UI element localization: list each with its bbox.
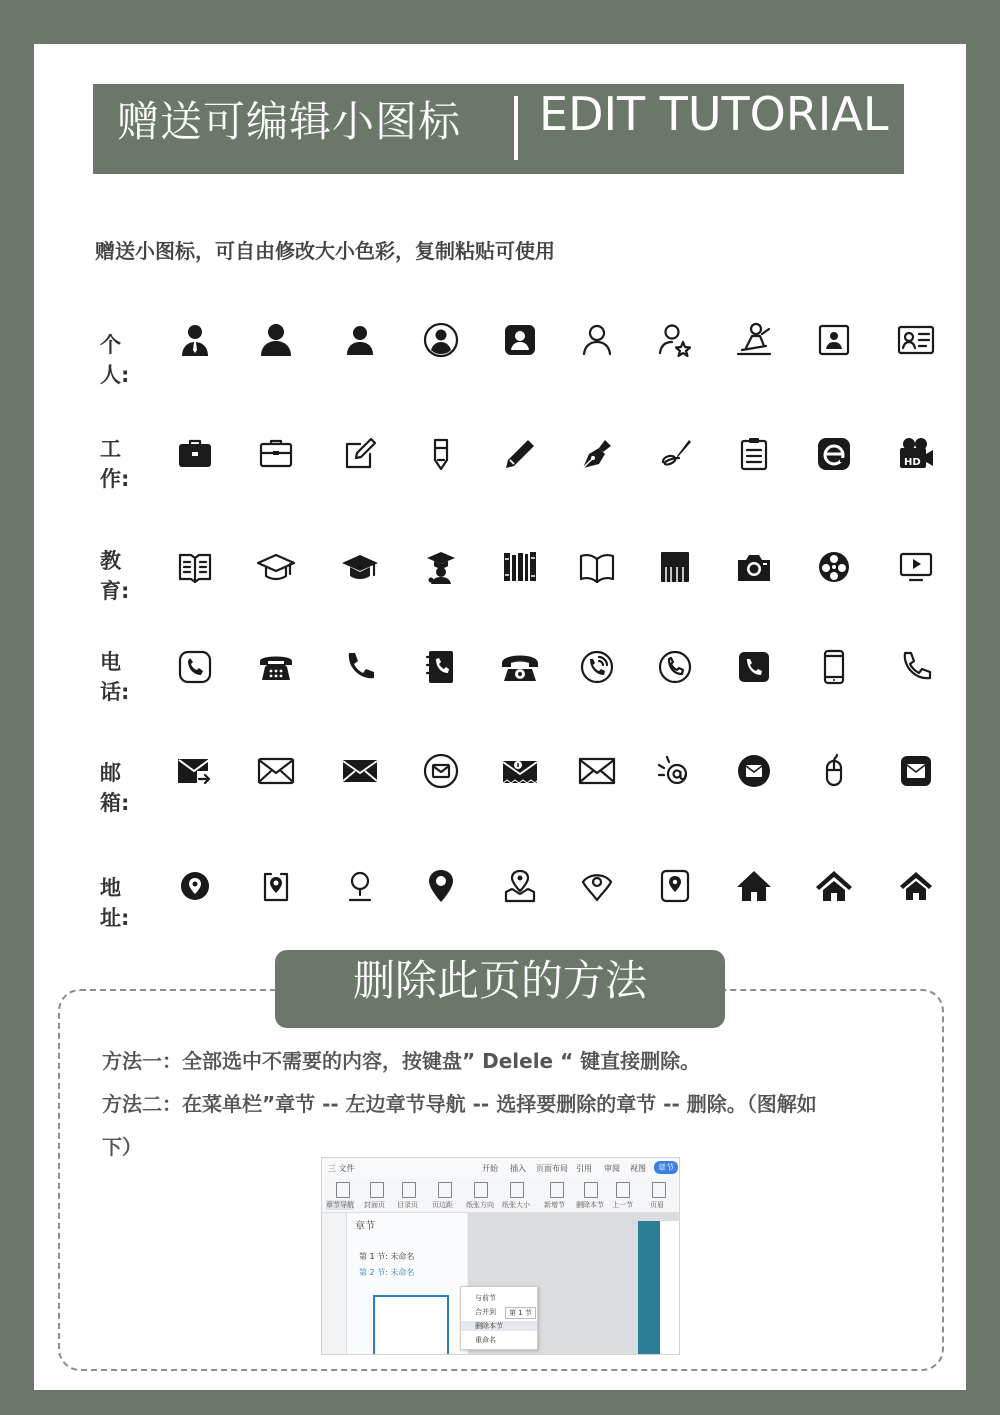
subtitle: 赠送小图标，可自由修改大小色彩，复制粘贴可使用 bbox=[95, 239, 555, 263]
ss-menu-item: 开始 bbox=[482, 1164, 498, 1173]
method-one: 方法一：全部选中不需要的内容，按键盘” Delele “ 键直接删除。 bbox=[102, 1049, 701, 1073]
section-title: 删除此页的方法 bbox=[275, 950, 725, 1028]
ss-chapter-item: 第 2 节: 未命名 bbox=[359, 1268, 415, 1277]
ss-menu-item: 插入 bbox=[510, 1164, 526, 1173]
toolbar-icon bbox=[616, 1182, 630, 1198]
location-square-icon bbox=[256, 866, 296, 906]
home-roof-icon bbox=[814, 866, 854, 906]
mail-forward-icon bbox=[175, 751, 215, 791]
toolbar-icon bbox=[370, 1182, 384, 1198]
rotary-phone-icon bbox=[500, 647, 540, 687]
ss-ctx-select: 第 1 节 bbox=[505, 1307, 536, 1319]
home-outline-icon bbox=[896, 866, 936, 906]
ss-tool-label: 封面页 bbox=[364, 1201, 385, 1209]
mail-circle-outline-icon bbox=[421, 751, 461, 791]
location-badge-icon bbox=[655, 866, 695, 906]
ss-menubar bbox=[322, 1158, 679, 1179]
bookshelf-icon bbox=[500, 547, 540, 587]
location-pin-outline-icon bbox=[340, 866, 380, 906]
phone-ring-circle-icon bbox=[577, 647, 617, 687]
mail-solid-icon bbox=[340, 751, 380, 791]
mobile-phone-icon bbox=[814, 647, 854, 687]
location-circle-icon bbox=[175, 866, 215, 906]
ss-menu-item: 审阅 bbox=[604, 1164, 620, 1173]
hd-video-camera-icon bbox=[896, 434, 936, 474]
contact-card-square-icon bbox=[500, 320, 540, 360]
header-divider bbox=[514, 96, 518, 160]
open-book-lines-icon bbox=[175, 547, 215, 587]
clipboard-list-icon bbox=[734, 434, 774, 474]
ss-tool-label: 纸张方向 bbox=[466, 1201, 494, 1209]
row-label-line: 教 bbox=[100, 549, 121, 573]
row-label bbox=[100, 434, 130, 494]
piano-keys-icon bbox=[655, 547, 695, 587]
phone-book-icon bbox=[421, 647, 461, 687]
home-solid-icon bbox=[734, 866, 774, 906]
toolbar-icon bbox=[652, 1182, 666, 1198]
video-play-screen-icon bbox=[896, 547, 936, 587]
svg-text:HD: HD bbox=[904, 457, 921, 468]
method-two: 方法二：在菜单栏”章节 -- 左边章节导航 -- 选择要删除的章节 -- 删除。（图解如 bbox=[102, 1092, 817, 1116]
ss-document-page bbox=[638, 1221, 680, 1354]
mail-stamp-icon bbox=[500, 751, 540, 791]
person-silhouette-tie-icon bbox=[175, 320, 215, 360]
phone-circle-outline-icon bbox=[655, 647, 695, 687]
location-eye-icon bbox=[577, 866, 617, 906]
ss-context-menu bbox=[460, 1286, 538, 1350]
ss-ctx-item: 与前节 bbox=[475, 1294, 496, 1302]
open-book-icon bbox=[577, 547, 617, 587]
row-label bbox=[100, 873, 130, 933]
ss-panel-title: 章节 bbox=[355, 1221, 375, 1232]
user-circle-icon bbox=[421, 320, 461, 360]
toolbar-icon bbox=[584, 1182, 598, 1198]
briefcase-outline-icon bbox=[256, 434, 296, 474]
edit-square-icon bbox=[340, 434, 380, 474]
mail-circle-solid-icon bbox=[734, 751, 774, 791]
at-sign-icon bbox=[655, 751, 695, 791]
row-label-line: 作: bbox=[100, 467, 130, 491]
mail-square-icon bbox=[896, 751, 936, 791]
toolbar-icon bbox=[438, 1182, 452, 1198]
ss-toolbar bbox=[322, 1178, 679, 1213]
ss-menu-item: 页面布局 bbox=[536, 1164, 568, 1173]
toolbar-icon bbox=[510, 1182, 524, 1198]
ss-chapter-panel bbox=[347, 1213, 467, 1354]
pencil-icon bbox=[500, 434, 540, 474]
row-label-line: 邮 bbox=[100, 761, 121, 785]
toolbar-icon bbox=[550, 1182, 564, 1198]
graduate-student-icon bbox=[421, 547, 461, 587]
ss-tool-label: 页边距 bbox=[432, 1201, 453, 1209]
user-star-icon bbox=[655, 320, 695, 360]
briefcase-solid-icon bbox=[175, 434, 215, 474]
ss-menu-item: 视图 bbox=[630, 1164, 646, 1173]
row-label bbox=[100, 330, 130, 390]
row-label-line: 址: bbox=[100, 906, 130, 930]
desk-telephone-icon bbox=[256, 647, 296, 687]
phone-square-solid-icon bbox=[734, 647, 774, 687]
ss-page-thumbnail bbox=[373, 1295, 449, 1355]
ss-tool-label: 章节导航 bbox=[326, 1201, 354, 1209]
mail-thin-icon bbox=[577, 751, 617, 791]
phone-outline-icon bbox=[896, 647, 936, 687]
location-pin-solid-icon bbox=[421, 866, 461, 906]
toolbar-icon bbox=[336, 1182, 350, 1198]
user-outline-icon bbox=[577, 320, 617, 360]
person-silhouette-icon bbox=[256, 320, 296, 360]
ss-ctx-item: 重命名 bbox=[475, 1336, 496, 1344]
header-title-cn: 赠送可编辑小图标 bbox=[117, 97, 462, 146]
toolbar-icon bbox=[402, 1182, 416, 1198]
fountain-pen-icon bbox=[577, 434, 617, 474]
ss-ctx-item: 合并到 bbox=[475, 1308, 496, 1316]
map-pin-icon bbox=[500, 866, 540, 906]
row-label-line: 个 bbox=[100, 333, 121, 357]
user-at-desk-icon bbox=[734, 320, 774, 360]
method-two-cont: 下） bbox=[102, 1135, 142, 1159]
row-label-line: 话: bbox=[100, 680, 130, 704]
ss-tool-label: 目录页 bbox=[397, 1201, 418, 1209]
browser-e-icon bbox=[814, 434, 854, 474]
row-label-line: 工 bbox=[100, 437, 121, 461]
ss-menu-item: 三 文件 bbox=[328, 1164, 355, 1173]
toolbar-icon bbox=[474, 1182, 488, 1198]
header-banner bbox=[93, 84, 904, 174]
ss-menu-item-active: 章节 bbox=[654, 1161, 678, 1174]
ss-tool-label: 新增节 bbox=[544, 1201, 565, 1209]
ss-menu-item: 引用 bbox=[576, 1164, 592, 1173]
row-label-line: 电 bbox=[100, 650, 121, 674]
row-label-line: 人: bbox=[100, 363, 130, 387]
person-silhouette-small-icon bbox=[340, 320, 380, 360]
ss-chapter-item: 第 1 节: 未命名 bbox=[359, 1252, 415, 1261]
ss-ctx-item-active: 删除本节 bbox=[461, 1321, 537, 1331]
graduation-cap-solid-icon bbox=[340, 547, 380, 587]
ss-tool-label: 纸张大小 bbox=[502, 1201, 530, 1209]
phone-handset-icon bbox=[340, 647, 380, 687]
header-title-en: EDIT TUTORIAL bbox=[539, 87, 889, 141]
row-label bbox=[100, 758, 130, 818]
graduation-cap-outline-icon bbox=[256, 547, 296, 587]
signature-pen-icon bbox=[655, 434, 695, 474]
row-label-line: 箱: bbox=[100, 791, 130, 815]
portrait-frame-icon bbox=[814, 320, 854, 360]
id-card-icon bbox=[896, 320, 936, 360]
camera-icon bbox=[734, 547, 774, 587]
ss-side-rail bbox=[322, 1213, 347, 1354]
row-label bbox=[100, 546, 130, 606]
ss-tool-label: 页眉 bbox=[650, 1201, 664, 1209]
ss-tool-label: 上一节 bbox=[612, 1201, 633, 1209]
ss-tool-label: 删除本节 bbox=[576, 1201, 604, 1209]
tutorial-screenshot bbox=[321, 1157, 680, 1355]
phone-square-outline-icon bbox=[175, 647, 215, 687]
row-label-line: 地 bbox=[100, 876, 121, 900]
row-label-line: 育: bbox=[100, 579, 130, 603]
mail-outline-icon bbox=[256, 751, 296, 791]
row-label bbox=[100, 647, 130, 707]
page bbox=[34, 44, 966, 1390]
mouse-icon bbox=[814, 751, 854, 791]
pencil-nib-icon bbox=[421, 434, 461, 474]
film-reel-icon bbox=[814, 547, 854, 587]
